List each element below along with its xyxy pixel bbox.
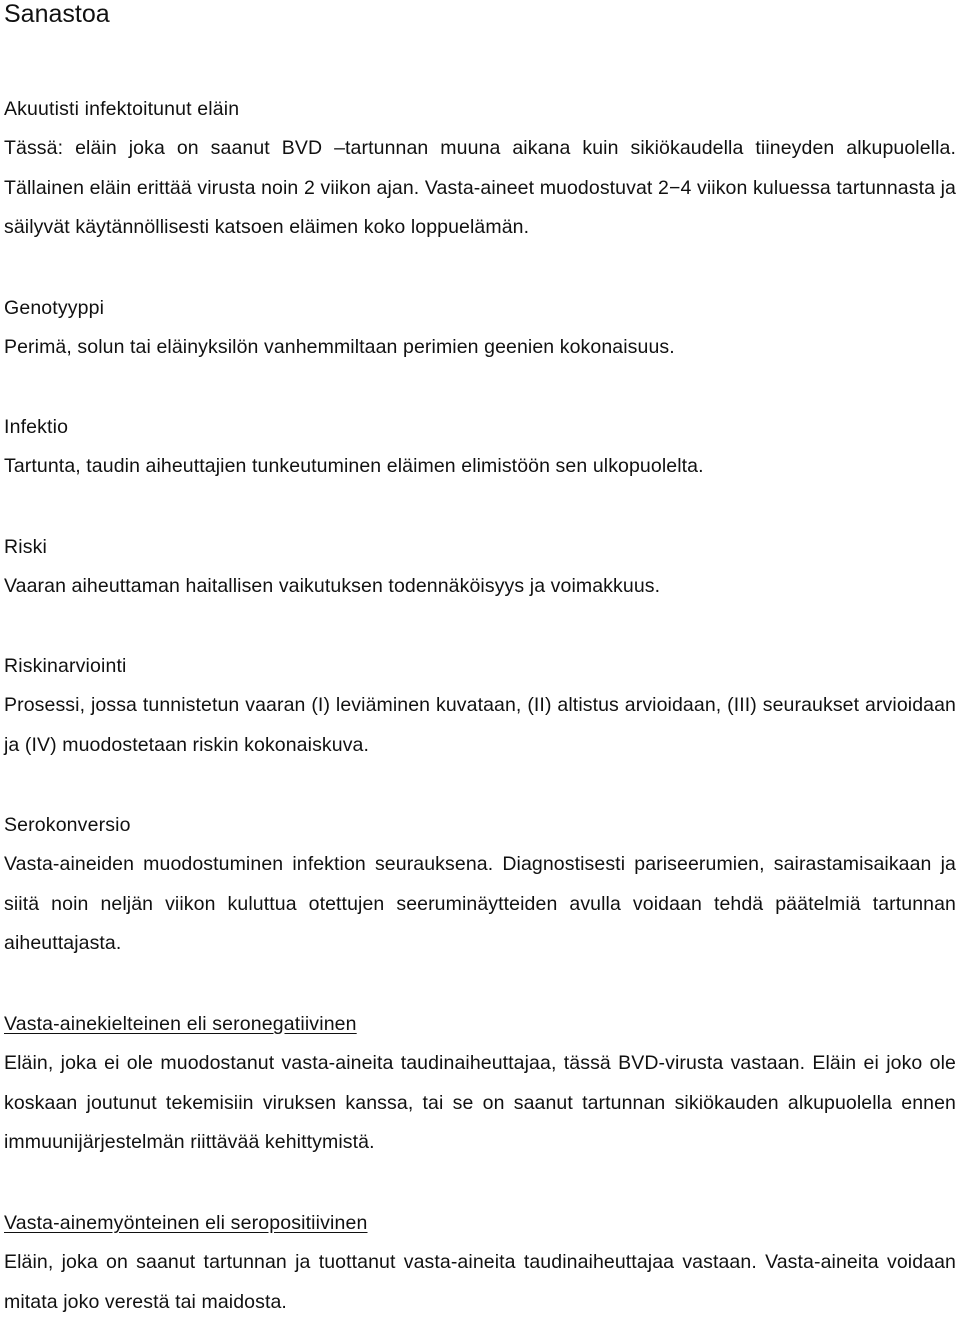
glossary-entry: [4, 527, 956, 607]
glossary-entry: [4, 646, 956, 765]
glossary-definition: Tässä: eläin joka on saanut BVD –tartunnan muuna aikana kuin sikiökaudella tiineyden alkupuolella. Tällainen eläin erittää virusta noin 2 viikon ajan. Vasta-aineet muodostuvat 2−4 viikon kuluessa tartunnasta ja säilyvät käytännöllisesti katsoen eläimen koko loppuelämän.: [4, 137, 956, 239]
glossary-entry: [4, 1004, 956, 1163]
glossary-term: Vasta-ainemyönteinen eli seropositiivinen: [4, 1212, 368, 1234]
glossary-definition: Vasta-aineiden muodostuminen infektion seurauksena. Diagnostisesti pariseerumien, sairastamisaikaan ja siitä noin neljän viikon kuluttua otettujen seeruminäytteiden avulla voidaan tehdä päätelmiä tartunnan aiheuttajasta.: [4, 853, 956, 955]
glossary-definition: Perimä, solun tai eläinyksilön vanhemmiltaan perimien geenien kokonaisuus.: [4, 336, 675, 358]
page-title: Sanastoa: [4, 0, 110, 28]
glossary-term: Riskinarviointi: [4, 655, 127, 677]
glossary-term: Serokonversio: [4, 814, 131, 836]
glossary-definition: Tartunta, taudin aiheuttajien tunkeutuminen eläimen elimistöön sen ulkopuolelta.: [4, 455, 704, 477]
glossary-term: Genotyyppi: [4, 297, 105, 319]
glossary-definition: Eläin, joka on saanut tartunnan ja tuottanut vasta-aineita taudinaiheuttajaa vastaan. Vasta-aineita voidaan mitata joko verestä tai maidosta.: [4, 1251, 956, 1313]
glossary-entry: [4, 89, 956, 248]
glossary-definition: Prosessi, jossa tunnistetun vaaran (I) leviäminen kuvataan, (II) altistus arvioidaan, (III) seuraukset arvioidaan ja (IV) muodostetaan riskin kokonaiskuva.: [4, 694, 956, 756]
glossary-term: Vasta-ainekielteinen eli seronegatiivinen: [4, 1013, 357, 1035]
glossary-definition: Eläin, joka ei ole muodostanut vasta-aineita taudinaiheuttajaa, tässä BVD-virusta vastaan. Eläin ei joko ole koskaan joutunut tekemisiin viruksen kanssa, tai se on saanut tartunnan sikiökauden alkupuolella ennen immuunijärjestelmän riittävää kehittymistä.: [4, 1052, 956, 1154]
glossary-definition: Vaaran aiheuttaman haitallisen vaikutuksen todennäköisyys ja voimakkuus.: [4, 575, 661, 597]
glossary-term: Infektio: [4, 416, 69, 438]
glossary-entry: [4, 288, 956, 368]
glossary-term: Akuutisti infektoitunut eläin: [4, 98, 240, 120]
glossary-entry: [4, 805, 956, 964]
glossary-entry: [4, 1203, 956, 1322]
glossary-term: Riski: [4, 536, 47, 558]
glossary-entry: [4, 407, 956, 487]
